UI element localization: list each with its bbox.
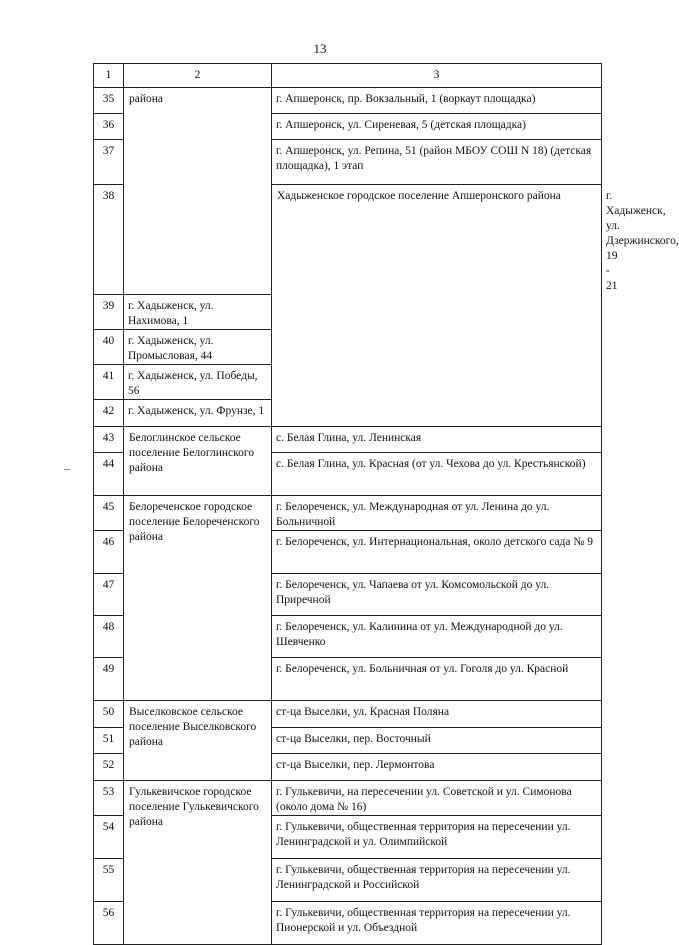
row-number: 52 [102, 759, 115, 771]
table-body [94, 64, 679, 945]
district-cell [124, 427, 272, 496]
row-number-cell [94, 185, 124, 295]
row-number: 42 [102, 405, 115, 417]
address-cell [272, 574, 602, 616]
address-text: г. Гулькевичи, общественная территория на пересечении ул. Пионерской и ул. Объездной [276, 907, 571, 934]
address-text: г. Белореченск, ул. Больничная от ул. Гоголя до ул. Красной [276, 663, 569, 675]
address-cell [272, 496, 602, 531]
row-number-cell [94, 453, 124, 496]
row-number-cell [94, 616, 124, 658]
address-text: г. Гулькевичи, общественная территория на пересечении ул. Ленинградской и ул. Олимпийской [276, 821, 571, 848]
row-number-cell [94, 400, 124, 427]
row-number: 47 [102, 579, 115, 591]
address-cell [124, 365, 272, 400]
row-number: 56 [102, 907, 115, 919]
row-number: 46 [102, 536, 115, 548]
row-number: 35 [102, 93, 115, 105]
address-cell [124, 330, 272, 365]
row-number: 37 [102, 145, 115, 157]
address-text: г. Апшеронск, ул. Сиреневая, 5 (детская площадка) [276, 119, 526, 131]
address-text: г. Хадыженск, ул. Нахимова, 1 [128, 300, 214, 327]
district-name: Выселковское сельское поселение Выселковского района [129, 706, 257, 748]
table-row [94, 88, 602, 114]
district-name: района [129, 93, 164, 105]
row-number-cell [94, 88, 124, 114]
row-number: 43 [102, 432, 115, 444]
address-cell [272, 701, 602, 728]
row-number-cell [94, 365, 124, 400]
row-number-cell [94, 531, 124, 574]
address-text: г. Белореченск, ул. Калинина от ул. Международной до ул. Шевченко [276, 621, 563, 648]
address-text: с. Белая Глина, ул. Красная (от ул. Чехова до ул. Крестьянской) [276, 458, 586, 470]
table-header-row [94, 64, 602, 88]
row-number-cell [94, 427, 124, 453]
address-text: ст-ца Выселки, ул. Красная Поляна [276, 706, 450, 718]
address-cell [272, 859, 602, 902]
row-number-cell [94, 781, 124, 816]
district-name: Хадыженское городское поселение Апшеронского района [277, 190, 561, 202]
address-cell [272, 658, 602, 701]
address-text: г. Белореченск, ул. Чапаева от ул. Комсомольской до ул. Приречной [276, 579, 550, 606]
address-text: с. Белая Глина, ул. Ленинская [276, 432, 422, 444]
row-number: 36 [102, 119, 115, 131]
address-text: г. Апшеронск, пр. Вокзальный, 1 (воркаут площадка) [276, 93, 536, 105]
row-number-cell [94, 330, 124, 365]
address-text: г. Белореченск, ул. Международная от ул. Ленина до ул. Больничной [276, 501, 550, 528]
address-text: г. Гулькевичи, общественная территория на пересечении ул. Ленинградской и Российской [276, 864, 571, 891]
row-number: 48 [102, 621, 115, 633]
header-col-3: 3 [272, 64, 602, 88]
address-text: г. Хадыженск, ул. Дзержинского, 19 - 21 [606, 190, 679, 292]
address-text: г. Хадыженск, ул. Фрунзе, 1 [128, 405, 265, 417]
locations-table [93, 63, 679, 945]
table-row [94, 496, 602, 531]
address-text: г. Гулькевичи, на пересечении ул. Советской и ул. Симонова (около дома № 16) [276, 786, 572, 813]
page-number: 13 [313, 41, 327, 56]
header-col-1: 1 [94, 64, 124, 88]
row-number-cell [94, 496, 124, 531]
district-name: Белоглинское сельское поселение Белоглинского района [129, 432, 255, 474]
district-cell [272, 185, 602, 427]
address-cell [272, 816, 602, 859]
row-number: 39 [102, 300, 115, 312]
address-cell [272, 531, 602, 574]
row-number-cell [94, 701, 124, 728]
address-cell [272, 427, 602, 453]
header-col-2: 2 [124, 64, 272, 88]
district-cell [124, 496, 272, 701]
address-cell [124, 295, 272, 330]
address-cell [272, 453, 602, 496]
address-cell [272, 88, 602, 114]
row-number: 51 [102, 733, 115, 745]
address-text: г. Белореченск, ул. Интернациональная, около детского сада № 9 [276, 536, 593, 548]
row-number: 45 [102, 501, 115, 513]
row-number-cell [94, 754, 124, 781]
row-number: 38 [102, 190, 115, 202]
row-number-cell [94, 859, 124, 902]
row-number-cell [94, 140, 124, 185]
row-number-cell [94, 295, 124, 330]
table-row [94, 427, 602, 453]
row-number: 54 [102, 821, 115, 833]
district-cell [124, 88, 272, 295]
address-cell [272, 728, 602, 754]
row-number: 53 [102, 786, 115, 798]
district-name: Гулькевичское городское поселение Гулькевичского района [129, 786, 259, 828]
row-number-cell [94, 902, 124, 945]
address-cell [272, 781, 602, 816]
address-text: ст-ца Выселки, пер. Восточный [276, 733, 431, 745]
row-number: 41 [102, 370, 115, 382]
district-name: Белореченское городское поселение Белореченского района [129, 501, 260, 543]
address-cell [272, 754, 602, 781]
address-cell [272, 140, 602, 185]
row-number: 50 [102, 706, 115, 718]
district-cell [124, 701, 272, 781]
table-row [94, 701, 602, 728]
row-number: 40 [102, 335, 115, 347]
address-cell [272, 902, 602, 945]
row-number: 44 [102, 458, 115, 470]
row-number-cell [94, 574, 124, 616]
address-cell [272, 114, 602, 140]
address-cell [272, 616, 602, 658]
table-row [94, 781, 602, 816]
address-text: г. Хадыженск, ул. Промысловая, 44 [128, 335, 214, 362]
row-number: 49 [102, 663, 115, 675]
margin-mark [64, 469, 70, 470]
row-number-cell [94, 728, 124, 754]
district-cell [124, 781, 272, 945]
address-text: г. Хадыженск, ул. Победы, 56 [128, 370, 258, 397]
address-cell [124, 400, 272, 427]
row-number-cell [94, 658, 124, 701]
address-text: ст-ца Выселки, пер. Лермонтова [276, 759, 435, 771]
row-number-cell [94, 114, 124, 140]
row-number: 55 [102, 864, 115, 876]
address-text: г. Апшеронск, ул. Репина, 51 (район МБОУ СОШ N 18) (детская площадка), 1 этап [276, 145, 592, 172]
row-number-cell [94, 816, 124, 859]
